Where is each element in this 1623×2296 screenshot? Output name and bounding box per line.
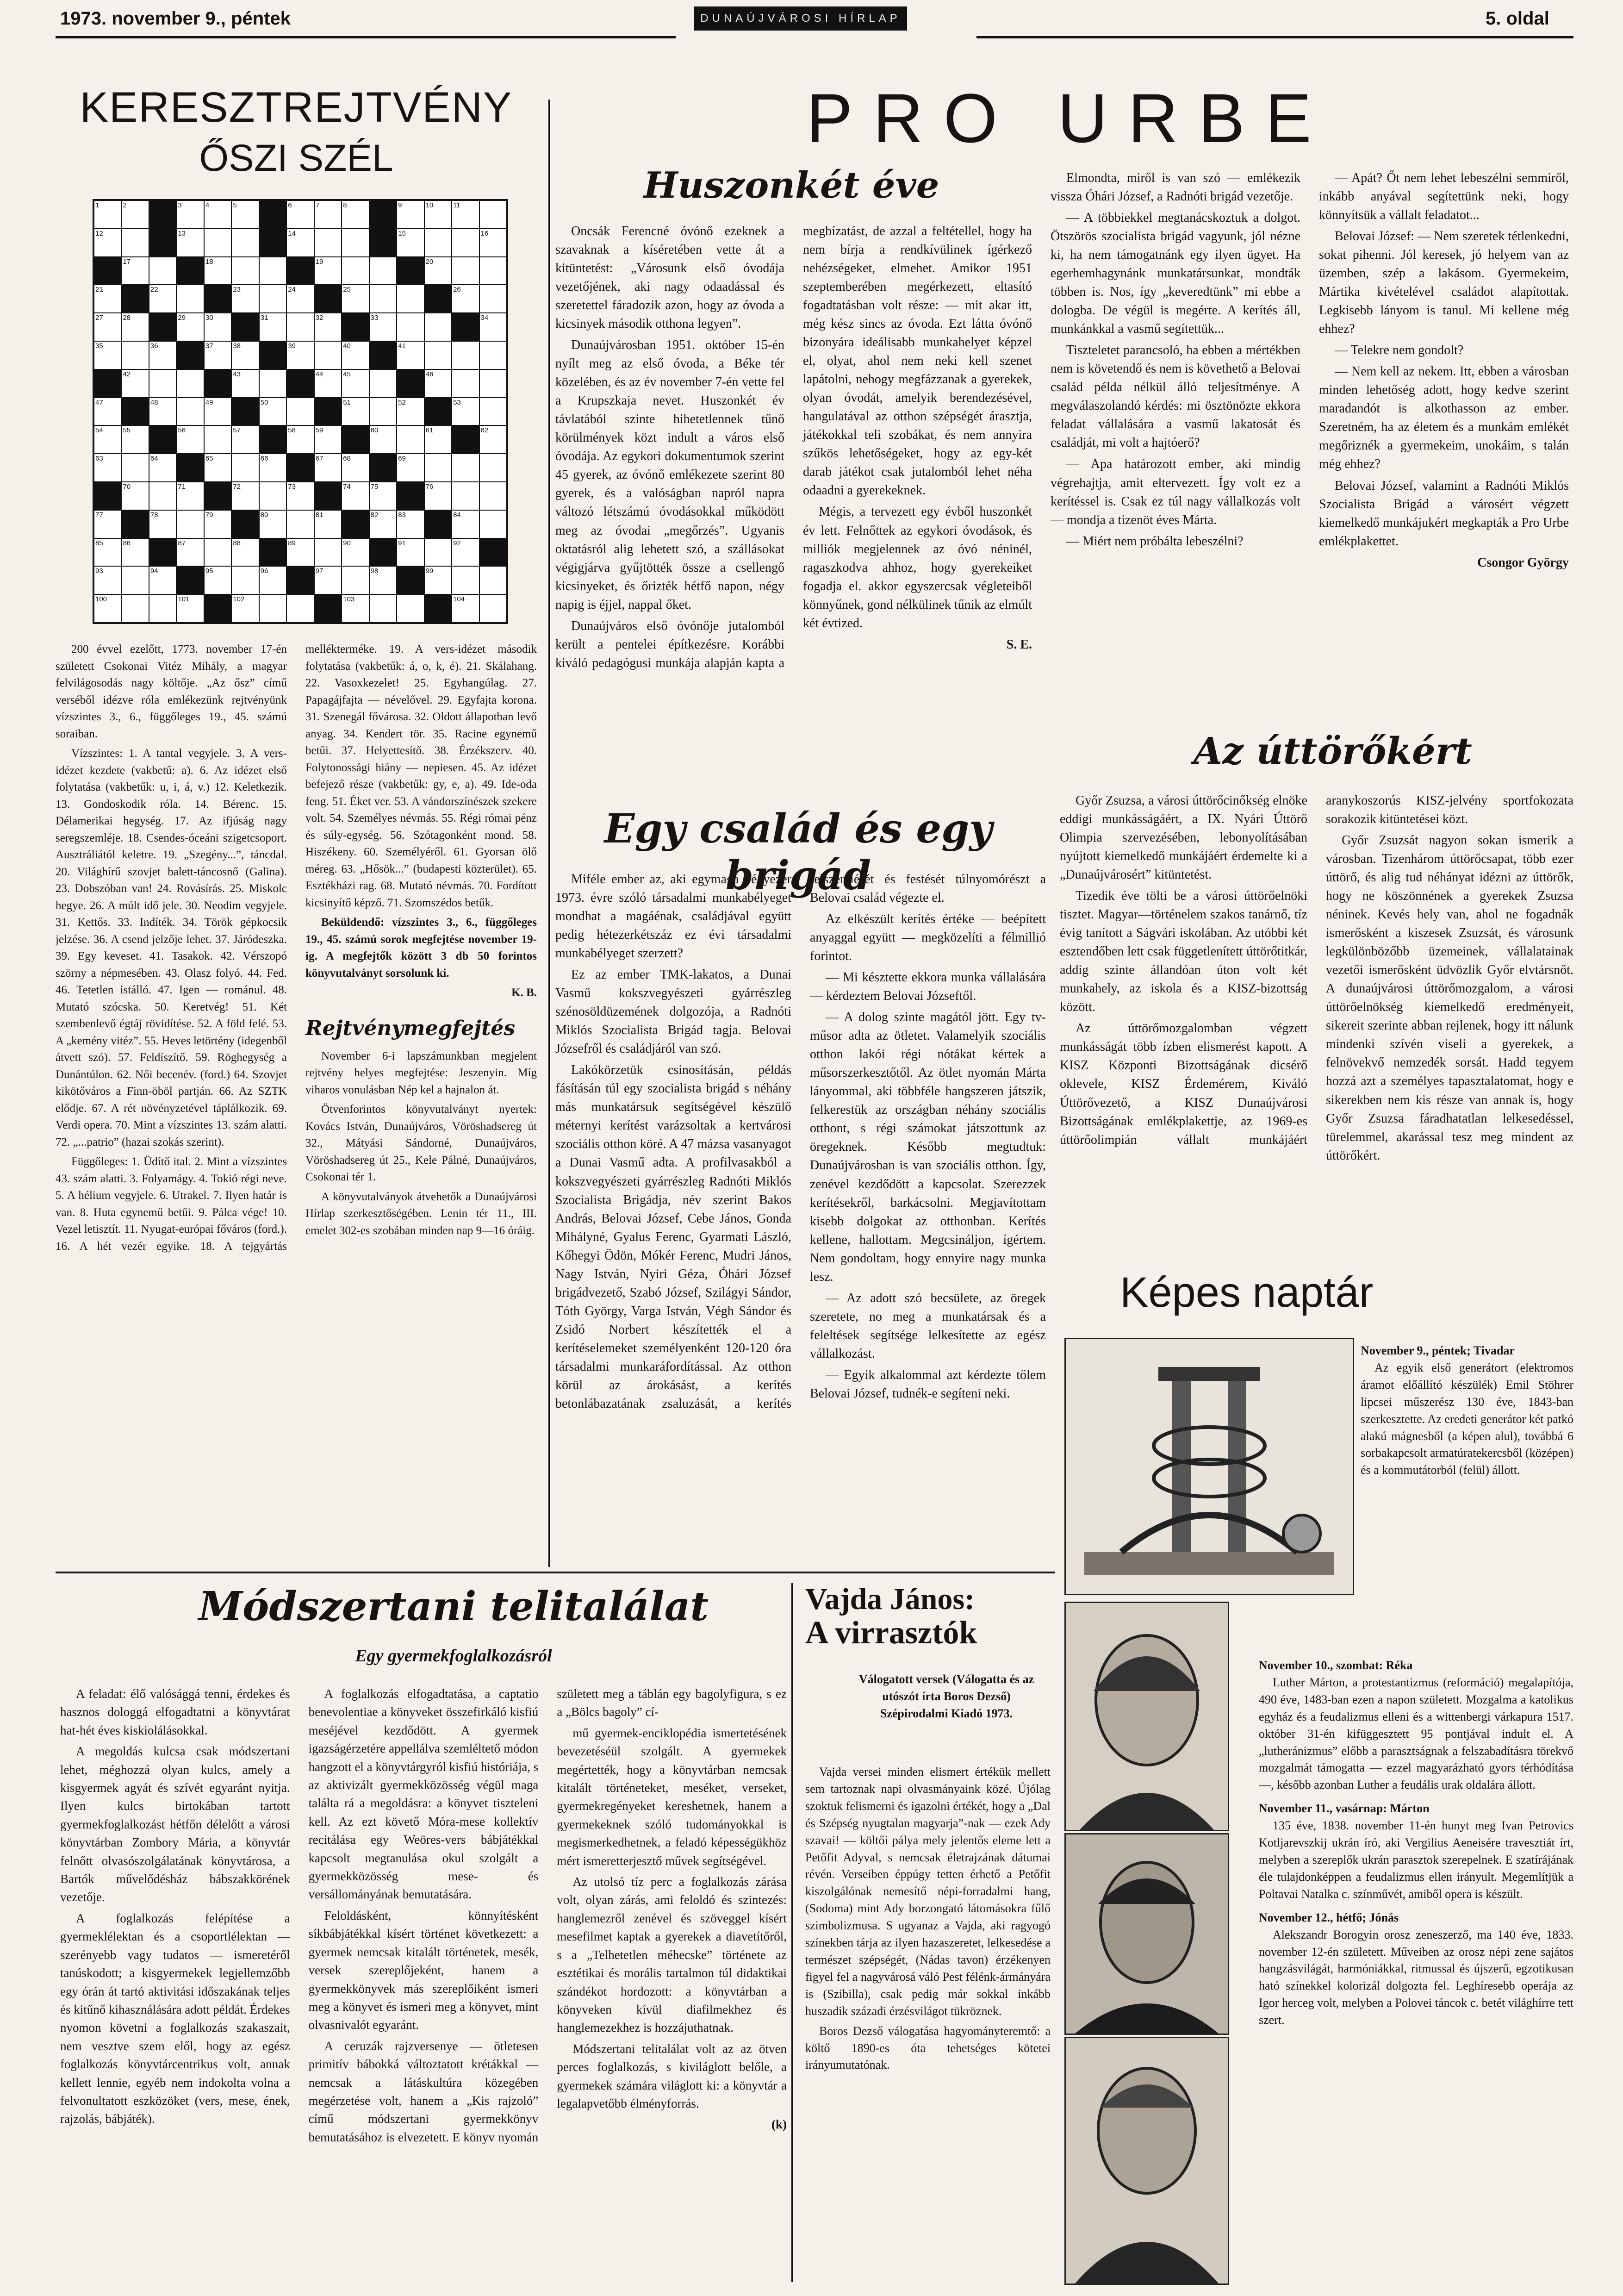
vajda-publisher: Válogatott versek (Válogatta és az utószót írta Boros Dezső) Szépirodalmi Kiadó 1973. [858, 1672, 1034, 1720]
method-subtitle: Egy gyermekfoglalkozásról [355, 1646, 552, 1666]
kotljarevszkij-portrait [1064, 1833, 1229, 2035]
masthead-box [694, 6, 907, 31]
luther-drawing [1066, 1603, 1228, 1830]
borogyin-portrait [1064, 2037, 1229, 2285]
belovai-paragraph: — Miért nem próbálta lebeszélni? [1066, 534, 1244, 549]
pro-urbe-paragraph: Dunaújváros első óvónője jutalomból került a pentelei építkezésre. Korábbi kiváló pedagógusi munkája alapján kapta a megbízatást, de azzal a feltétellel, hogy ha nem bírja a rendkívülinek ígérkező nehézségeket, elmehet. Amikor 1951 szeptemberében megérkezett, eltasító fogadtatásban volt része: — mit akar itt, még kész sincs az óvoda. Ezt látta óvónő bizonyára ideálisabb munkahelyet képzel el, olyat, ahol nem neki kell szenet lapátolni, nehogy megfázzanak a gyerekek, olyan óvodát, amelyik berendezésével, hangulatával az otthon szépségét árasztja, játékokkal teli szobákat, és nem annyira szűkös lehetőségeket, hogy az egy-két darab játékot csak jutalomból lehet néha odaadni a gyerekeknek. [555, 224, 1032, 670]
column-divider [548, 100, 550, 1567]
calendar-entry-2-head: November 10., szombat: Réka [1259, 1659, 1413, 1672]
vajda-paragraph: Vajda versei minden elismert értékük mellett sem tartoznak napi olvasmányaink közé. Újólag szoktuk felismerni és igazolni értékét, hogy a „Dal és Szépség nyugtalan magyarja”-nak — ezek Ady szavai! — költői pálya mely jelentős eleme lett a Petőfit Adyval, s nemcsak életrajzának dátumai révén. Verseiben éppúgy tetten érhető a Petőfit kiszolgálónak nemesítő népi-forradalmi hang, (Sodoma) mint Ady borzongató látomásokra fűlő szimbolizmusa. S ugyanaz a Vajda, aki ragyogó színekben tárja az ilyen hazaszeretet, lelkesedése a természet szépségét, (Nádas tavon) érzékenyen figyel fel a nagyvárosá váló Pest félénk-ármányára is (Szibilla), csak pedig már sokkal inkább huszadik századi érzésvilágot tükröznek. [805, 1765, 1051, 2018]
calendar-entry-1 [1361, 1342, 1573, 1602]
calendar-title: Képes naptár [1120, 1269, 1374, 1316]
solution-text: November 6-i lapszámunkban megjelent rejtvény helyes megfejtése: Jeszenyin. Míg viharos vonulásban Nép kel a hajnalon át. [305, 1049, 537, 1096]
column-divider-bottom [791, 1583, 793, 2282]
method-paragraph: A feladat: élő valósággá tenni, érdekes és hasznos dologgá elfogadtatni a könyvtárat hat-hét éves kiskiolálásokkal. [60, 1687, 290, 1737]
belovai-article [1051, 169, 1569, 720]
method-paragraph: Feloldásként, könnyítésként síkbábjátékkal kísért történet következett: a gyermek nemcsak kitalált történetek, mesék, versek szereplőjeként, hanem a gyermekkönyvek más szereplőiként ismeri meg a könyvet és ismeri meg a könyvet, mint olvasnivalót egyaránt. [308, 1908, 539, 2032]
calendar-entries [1259, 1657, 1573, 2282]
generator-illustration [1064, 1338, 1354, 1595]
vajda-author: Vajda János: [805, 1582, 975, 1616]
calendar-entry-1-head: November 9., péntek; Tivadar [1361, 1344, 1515, 1357]
crossword-signature: K. B. [511, 986, 537, 999]
belovai-paragraph: Belovai József, valamint a Radnóti Miklós Szocialista Brigád a városért végzett kiemelkedő munkájukért megkapták a Pro Urbe emlékplakettet. [1319, 478, 1569, 549]
pro-urbe-paragraph: Oncsák Ferencné óvónő ezeknek a szavaknak a kíséretében vette át a kitüntetést: „Városunk első óvodája vezetőjének, aki nagy odaadással és szeretettel fáradozik azon, hogy az óvoda a kicsinyek második otthona legyen”. [555, 224, 784, 331]
pro-urbe-signature: S. E. [1006, 637, 1032, 652]
pioneers-paragraph: Az úttörőmozgalomban végzett munkásságát több ízben elismerést kapott. A KISZ Központi Bizottságának dicsérő oklevele, KISZ Érdemérem, Kiváló Úttörővezető, a KISZ Dunaújvárosi Bizottságának emlékplakettje, az 1969-es úttörőolimpián vállalt munkájáért aranykoszorús KISZ-jelvény sportfokozata sorakozik kitüntetései közt. [1060, 793, 1573, 1147]
family-paragraph: Lakókörzetük csinosításán, példás fásításán túl egy szocialista brigád s néhány más munkatársuk segítségével készülő méternyi kerítést varázsoltak a kertvárosi szociális otthon köré. A 47 mázsa vasanyagot a Dunai Vasmű adta. A profilvasakból a kokszvegyészeti gyárrészleg Radnóti Miklós Szocialista Brigádja, név szerint Bakos András, Belovai József, Cebe János, Gonda Mihályné, Gyalus Ferenc, Gyarmati László, Kőhegyi Ödön, Mókér Ferenc, Mudri János, Nagy István, Nyiri Géza, Óhári József brigádvezető, Szabó József, Szilágyi Sándor, Tóth György, Varga István, Végh Sándor és Zsidó Norbert készítették el a kerítéselemeket személyenként 120-120 óra társadalmi munkaráfordítással. Az otthon körül az árokásást, a kerítés betonlábazatának zsaluzását, a kerítés felszerelését és festését túlnyomórészt a Belovai család végezte el. [555, 872, 1046, 1411]
calendar-entry-4-body: Alekszandr Borogyin orosz zeneszerző, ma 140 éve, 1833. november 12-én született. Műveiben az orosz népi zene sajátos hangzásvilágát, harmóniákkal, ritmussal és újszerű, egzotikusan ható színekkel kolorizál dolgozta fel. Leghíresebb operája az Igor herceg volt, melyben a Polovei táncok c. betét világhírre tett szert. [1259, 1928, 1573, 2027]
calendar-entry-2-body: Luther Márton, a protestantizmus (reformáció) megalapítója, 490 éve, 1483-ban ezen a napon született. Mozgalma a katolikus egyház és a feudalizmus elleni és a wittenbergi várkapura 1517. október 31-én kifüggesztett 95 pontjával indult el. A „lutheránizmus” előbb a parasztságnak a felszabadításra törekvő mozgalmát támogatta — ezzel magyarázható gyors térhódítása —, később azonban Luther a feudális urak oldalára állott. [1259, 1675, 1573, 1792]
method-article [60, 1685, 787, 2282]
solution-winners: Ötvenforintos könyvutalványt nyertek: Kovács István, Dunaújváros, Vöröshadsereg út 32., Mátyási Sándorné, Dunaújváros, Vöröshadsereg út 25., Kele Pálné, Dunaújváros, Csokonai tér 1. [305, 1103, 537, 1184]
belovai-paragraph: — Apát? Őt nem lehet lebeszélni semmiről, inkább anyával segítettünk neki, hogy könnyítsük a vállalt feladatot... [1319, 171, 1569, 223]
crossword-grid: 1 2 3 4 5 6 7 8 9 10 11 12 13 14 15 16 17 18 19 20 21 22 23 24 25 26 27 28 29 30 31 32 33 34 35 36 37 38 39 40 41 42 43 44 45 46 47 48 49 50 51 52 53 54 55 56 57 58 59 60 61 62 63 64 65 66 67 68 69 70 71 72 73 74 75 76 77 78 79 80 81 82 83 84 85 86 87 88 89 90 91 92 93 94 95 96 97 98 99 100 101 102 103 104 [93, 199, 508, 624]
belovai-paragraph: — A többiekkel megtanácskoztuk a dolgot. Ötszörös szocialista brigád vagyunk, jól nézne ki, ha nem támogatnánk egy ilyen ügyet. Ha egerhemhagynánk munkatársunkat, mondták többen is. Nos, így „keveredtünk” mi ebbe a dologba. De végül is megérte. A kerítés áll, munkánkkal a vasmű segítettük... [1051, 211, 1300, 337]
vajda-review [805, 1764, 1051, 2282]
pro-urbe-article [555, 222, 1032, 792]
crossword-across: Vízszintes: 1. A tantal vegyjele. 3. A vers-idézet kezdete (vakbetű: a). 6. Az idézet első folytatása (vakbetűk: u, i, á, v.) 12. Keletkezik. 13. Gondoskodik róla. 14. Bérenc. 15. Délamerikai hegység. 17. Az ifjúság nagy seregszemléje. 18. Csendes-óceáni szigetcsoport. Ausztráliától keletre. 19. „Szegény...”, táncdal. 20. Világhírű szovjet balett-táncosnő (Galina). 23. Dobszóban van! 24. Rovásírás. 25. Miskolc hegye. 26. A múlt idő jele. 30. Neodim vegyjele. 31. Kettős. 33. Indíték. 34. Török gépkocsik jelzése. 36. A csend jelzője lehet. 37. Járódeszka. 39. Egy keveset. 41. Tasakok. 42. Vérszopó szörny a népmesében. 43. Olasz folyó. 44. Fed. 46. Tetetlen istálló. 47. Igen — románul. 48. Mutató szócska. 50. Keretvég! 51. Két szembenlevő égtáj rövidítése. 52. A föld felé. 53. A „kemény vitéz”. 55. Heves letörtény (idegenből átvett szó). 57. Feldíszítő. 59. Röghegység a Dunántúlon. 62. Női becenév. (ford.) 64. Szovjet kikötőváros a Finn-öböl partján. 66. Az SZTK elődje. 67. A rét növényzetével táplálkozik. 69. Verdi opera. 70. Mint a vízszintes 13. szám alatti. 72. „...patrio” (hazai szokás szerint). [56, 747, 287, 1148]
family-title: Egy család és egy brigád [604, 805, 993, 899]
pro-urbe-title: Huszonkét éve [643, 164, 939, 206]
luther-portrait [1064, 1602, 1229, 1831]
family-paragraph: Miféle ember az, aki egymaga négyezer 1973. évre szóló társadalmi munkabélyeget mondhat a magáénak, családjával együtt pedig hétezerkétszáz ez évi társadalmi munkabélyeget szerzett? [555, 872, 791, 961]
crossword-title: KERESZTREJTVÉNY [80, 84, 513, 131]
pro-urbe-header [565, 79, 1573, 157]
method-signature: (k) [771, 2117, 787, 2132]
pioneers-title: Az úttörőkért [1194, 729, 1472, 773]
method-paragraph: A foglalkozás elfogadtatása, a captatio benevolentiae a könyveket összefirkáló kisfiú meséjével kezdődött. A gyermek igazságérzetére appellálva szemléltető módon hangzott el a könyvtárgyról kisfiú históriája, s az aktivizált gyermekközösség végül maga találta rá a megoldásra: a könyvet tiszteleni kell. Az ezt követő Móra-mese kollektív recitálása egy Weöres-vers bábjátékkal kapcsolt megtanulása okul szolgált a gyermekközösség mese- és versállományának bemutatására. [308, 1687, 539, 1902]
solution-pickup: A könyvutalványok átvehetők a Dunaújvárosi Hírlap szerkesztőségében. Lenin tér 11., III. emelet 302-es szobában minden nap 9—16 óráig. [305, 1190, 537, 1237]
pro-urbe-kicker: PRO URBE [806, 79, 1332, 157]
family-article [555, 870, 1046, 1532]
method-title: Módszertani telitalálat [198, 1583, 709, 1630]
belovai-paragraph: Tiszteletet parancsoló, ha ebben a mértékben nem is követendő és nem is követhető a Belovai család példa nélkül álló teljesítménye. A megválaszolandó kérdés: mi ösztönözte ekkora feladat vállalására a vasmű lakatosát és családját, mi volt a hajtóerő? [1051, 343, 1300, 450]
belovai-signature: Csongor György [1477, 555, 1569, 570]
calendar-entry-3-body: 135 éve, 1838. november 11-én hunyt meg Ivan Petrovics Kotljarevszkij ukrán író, aki Vergilius Aeneisére travesztiát írt, melyben a szereplők ukrán parasztok szerepelnek. E szatírájának éle tulajdonképpen a feudalizmus ellen irányult. Megemlítjük a Poltavai Natalka c. színművét, amiből opera is készült. [1259, 1819, 1573, 1901]
crossword-intro: 200 évvel ezelőtt, 1773. november 17-én született Csokonai Vitéz Mihály, a magyar felvilágosodás nagy költője. „Az ősz” című verséből idézve róla emlékezünk rejtvényünk vízszintes 3., 6., függőleges 19., 45. számú soraiban. [56, 643, 287, 740]
generator-drawing [1066, 1339, 1353, 1594]
page-number: 5. oldal [1486, 8, 1549, 29]
header-rule-left [56, 36, 676, 38]
method-paragraph: mű gyermek-enciklopédia ismertetésének bevezetéséül szolgált. A gyermekek megértették, hogy a könyvtárban nemcsak kitalált történeteket, meséket, verseket, gyermekregényeket kereshetnek, hanem a gyermekeknek szóló tudományokkal is megismerkedhetnek, a feladó képességükhöz mért ismeretterjesztő művek segítségével. [557, 1726, 787, 1868]
calendar-entry-4-head: November 12., hétfő; Jónás [1259, 1910, 1399, 1924]
family-paragraph: — Mi késztette ekkora munka vállalására — kérdeztem Belovai Józseftől. [810, 970, 1046, 1004]
pioneers-paragraph: Győr Zsuzsát nagyon sokan ismerik a városban. Tizenhárom úttörőcsapat, több ezer úttörő, és alig tud néhányat idézni az úttörők, hogy ne köszönnének a gyerekek Zsuzsa néninek. Kevés hely van, ahol ne fogadnák ismerősként a kiszesek Zsuzsát, és városunk legkülönbözőbb üzemeinek, vállalatainak vezetői ismerősként üdvözlik Győr elvtársnőt. A dunaújvárosi úttörőmozgalom, a városi úttörőelnökség kiemelkedő eredményeit, sikereit szerinte abban rejlenek, hogy itt nálunk mindenki szívén viseli a gyerekek, a felnövekvő nemzedék sorsát. Hadd tegyem hozzá azt a személyes tapasztalatomat, hogy e sikerekben nem kis része van annak is, hogy Győr Zsuzsa fáradhatatlan lelkesedéssel, türelemmel, akarással tesz meg mindent az úttörőkért. [1326, 833, 1573, 1163]
crossword-subtitle: ŐSZI SZÉL [199, 137, 393, 179]
family-paragraph: Az elkészült kerítés értéke — beépített anyaggal együtt — megközelíti a félmillió forintot. [810, 912, 1046, 964]
kotljarevszkij-drawing [1066, 1834, 1228, 2034]
method-paragraph: A megoldás kulcsa csak módszertani lehet, méghozzá olyan kulcs, amely a kisgyermek agyát és szívét egyaránt nyitja. Ilyen kulcs birtokában tartott gyermekfoglalkozást hétfőn délelőtt a városi könyvtárban Zombory Mária, a könyvtár felnőtt olvasószolgálatának könyvtárosa, a Bartók művelődésház bábszakkörének vezetője. [60, 1744, 290, 1904]
vajda-heading [805, 1583, 1046, 1651]
belovai-paragraph: Belovai József: — Nem szeretek tétlenkedni, sokat pihenni. Jól keresek, jó helyem van az üzemben, szép a lakásom. Gyermekeim, Mártika kivételével családot alapítottak. Legkisebb lányom is tanul. Mi kellene még ehhez? [1319, 229, 1569, 337]
crossword-heading [60, 83, 532, 180]
family-paragraph: — Egyik alkalommal azt kérdezte tőlem Belovai József, tudnék-e segíteni neki. [810, 1367, 1046, 1401]
belovai-paragraph: — Apa határozott ember, aki mindig végrehajtja, amit eltervezett. Így volt ez a kerítéssel is. Csak ez túl nagy vállalkozás volt — mondja a tizenöt éves Márta. [1051, 457, 1300, 527]
pro-urbe-paragraph: Mégis, a tervezett egy évből huszonkét év lett. Felnőttek az egykori óvodások, és milliók megjelennek az óvó néninél, ragaszkodva ahhoz, hogy gyerekeiket fogadja el. akkor egyszercsak végleteiből könnyűnek, gond nélkülinek tűnik az elmúlt két évtized. [803, 505, 1032, 630]
belovai-paragraph: — Nem kell az nekem. Itt, ebben a városban minden lehetőség adott, hogy kedve szerint maradandót is alkothasson az ember. Szeretném, ha az életem és a munkám emlékét megőriznék a gyermekeim, unokáim, s talán még ehhez? [1319, 364, 1569, 472]
borogyin-drawing [1066, 2038, 1228, 2284]
vajda-paragraph: Boros Dezső válogatása hagyományteremtő: a költő 1890-es óta tehetséges kötetei irányumutatónak. [805, 2024, 1051, 2072]
header-rule-right [976, 36, 1573, 38]
belovai-paragraph: — Telekre nem gondolt? [1335, 343, 1464, 358]
vajda-book-title: A virrasztók [805, 1615, 977, 1651]
method-paragraph: A foglalkozás felépítése a gyermeklélektan és a csoportlélektan — szerényebb vagy tudatos — ismeretéről tanúskodott; a kisgyermekek legjellemzőbb egy órán át tartó aktivitási időszakának teljes és kitűnő kihasználására adott példát. Érdekes nyomon követni a foglalkozás szakaszait, nem vesztve szem elől, hogy az egész foglalkozás könyvtárcentrikus volt, annak kellett lennie, egyéb nem indokolta volna a felvonultatott eszközöket (vers, mese, ének, rajzolás, bábjáték). [60, 1911, 290, 2126]
masthead: DUNAÚJVÁROSI HÍRLAP [700, 12, 901, 25]
method-paragraph: A ceruzák rajzversenye — ötletesen primitív bábokká változtatott krétákkal — nemcsak a látáskultúra közegében megérzetése volt, hanem a „Kis rajzoló” című módszertani gyermekkönyv bemutatásához is elvezetett. E könyv nyomán született meg a táblán egy bagolyfigura, s ez a „Bölcs bagoly” cí- [308, 1687, 787, 2144]
pro-urbe-paragraph: Dunaújvárosban 1951. október 15-én nyílt meg az első óvoda, a Béke tér közelében, és az év november 7-én vette fel a Krupszkaja nevet. Huszonkét év távlatából szinte hihetetlennek tűnő körülmények közt indult a város első óvodája. Az egykori dokumentumok szerint 45 gyerek, az óvónő emlékezete szerint 80 gyerek, és a valóságban napról napra változó létszámú óvodásokkal működött meg az óvodai „megőrzés”. Ugyanis oktatásról alig lehetett szó, a szállásokat végigjárva gyűjtötték össze a csellengő kicsinyeket, és őrizték hétfő napon, négy napig is éjjel, nappal őket. [555, 338, 784, 612]
crossword-down: Függőleges: 1. Üdítő ital. 2. Mint a vízszintes 43. szám alatti. 3. Folyamágy. 4. Tokió régi neve. 5. A hélium vegyjele. 6. Utrakel. 7. Ilyen határ is van. 8. Huta egynemű betűi. 9. Pálca vége! 10. Vezel letisztít. 11. Nyugat-európai főváros (ford.). 16. A hét vezér egyike. 18. A tejgyártás mellékterméke. 19. A vers-idézet második folytatása (vakbetűk: á, o, k, é). 21. Skálahang. 22. Vasoxkezelet! 25. Egyhangúlag. 27. Papagájfajta — névelővel. 29. Egyfajta korona. 31. Szenegál fővárosa. 32. Oldott állapotban levő anyag. 34. Kendert tör. 35. Racine egynemű betűi. 37. Helyettesítő. 38. Érzékszerv. 40. Folytonossági hiány — nepiesen. 45. Az idézet befejező része (vakbetűk: gy, e, a). 49. Ide-oda feng. 51. Éket ver. 53. A vándorszínészek szekere volt. 54. Személyes névmás. 55. Régi római pénz és súly-egység. 56. Szótagonként mond. 58. Hiszékeny. 60. Személyéről. 61. Gyorsan ölő méreg. 63. „Hősök...” (budapesti közterület). 65. Esztékházi rag. 68. Mutató névmás. 70. Fordított kicsinyítő képző. 71. Szomszédos betűk. [56, 643, 537, 1253]
pioneers-article [1060, 792, 1573, 1254]
calendar-entry-3-head: November 11., vasárnap: Márton [1259, 1802, 1430, 1816]
calendar-entry-1-body: Az egyik első generátort (elektromos áramot előállító készülék) Emil Stöhrer lipcsei műszerész 130 éve, 1843-ban szerkesztette. Az eredeti generátor két patkó alakú mágnesből (a képen alul), továbbá 6 sorbakapcsolt armatúratekercsből (középen) és a kommutátorból (felül) állott. [1361, 1360, 1573, 1477]
family-paragraph: Ez az ember TMK-lakatos, a Dunai Vasmű kokszvegyészeti gyárrészleg szénosöldüzemének dolgozója, a Radnóti Miklós Szocialista Brigád tagja. Belovai Józsefről és családjáról van szó. [555, 967, 791, 1056]
pioneers-paragraph: Tizedik éve tölti be a városi úttörőelnöki tisztet. Magyar—történelem szakos tanárnő, tíz évig tanított a Ságvári iskolában. Az utóbbi két esztendőben lett csak függetlenített úttörőtitkár, addig szinte állandóan úton volt két munkahely, az iskola és a KISZ-bizottság között. [1060, 889, 1307, 1015]
issue-date: 1973. november 9., péntek [60, 8, 291, 29]
method-paragraph: Az utolsó tíz perc a foglalkozás zárása volt, olyan zárás, ami feloldó és szintezés: hanglemezről zenével és szöveggel kísért mesefilmet kaptak a gyerekek a diavetítőről, s a „Telhetetlen méhecske” története az esztétikai és morális tartalmon túl didaktikai szándékot hordozott: a könyvtárban a könyveken kívül diafilmekhez és hanglemezekhez is hozzájuthatnak. [557, 1875, 787, 2035]
family-paragraph: — Az adott szó becsülete, az öregek szeretete, no meg a munkatársak és a feleltések segítsége lelkesítette az egész vállalkozást. [810, 1291, 1046, 1361]
belovai-paragraph: Elmondta, miről is van szó — emlékezik vissza Óhári József, a Radnóti brigád vezetője. [1051, 171, 1300, 204]
method-paragraph: Módszertani telitalálat volt az az ötven perces foglalkozás, s kiviláglott belőle, a gyermekek számára világlott ki: a könyvtár a legalapvetőbb élményforrás. [557, 2041, 787, 2110]
pioneers-paragraph: Győr Zsuzsa, a városi úttörőcinőkség elnöke eddigi munkásságáért, a IX. Nyári Úttörő Olimpia szervezésében, lebonyolításában nyújtott kiemelkedő munkájáért érdemelte ki a „Dunaújvárosért” kitüntetést. [1060, 793, 1307, 882]
crossword-deadline: Beküldendő: vízszintes 3., 6., függőleges 19., 45. számú sorok megfejtése november 19-ig. A megfejtők között 3 db 50 forintos könyvutalványt sorsolunk ki. [305, 916, 537, 980]
family-paragraph: — A dolog szinte magától jött. Egy tv-műsor adta az ötletet. Valamelyik szociális otthon lakói régi nótákat kértek a műsorszerkesztőtől. Az ötlet nyomán Márta lányommal, aki többféle hangszeren játszik, felkerestük az országban néhány szociális otthont, s régi számokat játszottunk az öregeknek. Később megtudtuk: Dunaújvárosban is van szociális otthon. Így, zenével kezdődött a kapcsolat. Szerezzek kerítésekről, barkácsolni. Megjavítottam kisebb dolgokat az otthonban. Kerítés kellene, hallottam. Megcsináljon, ígértem. Nem gondoltam, hogy ennyire nagy munka lesz. [810, 1010, 1046, 1284]
solution-title: Rejtvénymegfejtés [305, 1016, 516, 1040]
crossword-clues [56, 641, 537, 1590]
section-rule [56, 1572, 1055, 1573]
